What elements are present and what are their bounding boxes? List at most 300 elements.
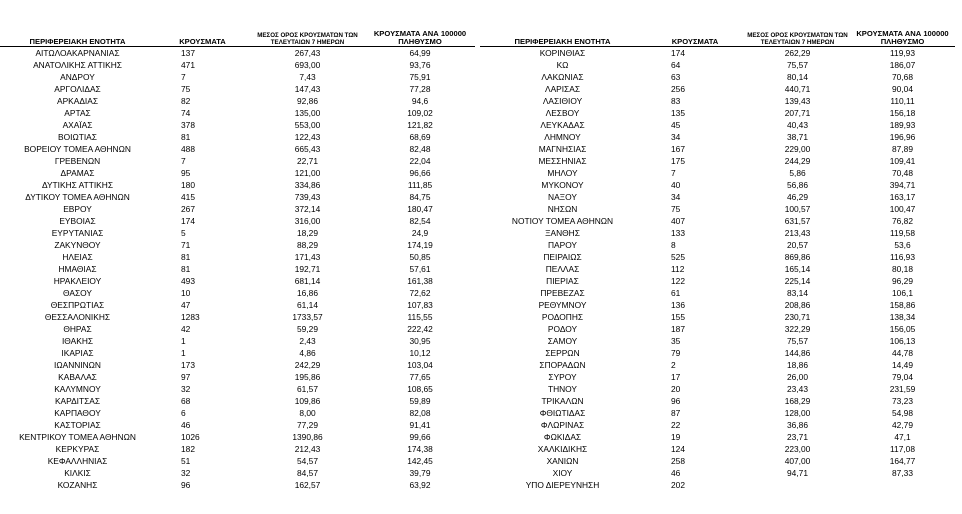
per100k-cell: 231,59 xyxy=(889,384,916,394)
per100k-cell: 109,02 xyxy=(407,108,433,118)
region-cell: ΡΟΔΟΠΗΣ xyxy=(541,312,584,322)
region-cell: ΧΑΛΚΙΔΙΚΗΣ xyxy=(537,444,588,454)
per100k-cell: 96,29 xyxy=(892,276,913,286)
cases-cell: 267 xyxy=(181,204,195,214)
region-cell: ΚΟΖΑΝΗΣ xyxy=(57,480,98,490)
avg7-cell: 94,71 xyxy=(787,468,808,478)
table-row xyxy=(0,215,475,227)
per100k-cell: 94,6 xyxy=(411,96,429,106)
cases-cell: 135 xyxy=(671,108,685,118)
table-row xyxy=(480,323,955,335)
header-cases: ΚΡΟΥΣΜΑΤΑ xyxy=(179,37,226,46)
cases-cell: 137 xyxy=(181,48,195,58)
region-cell: ΝΟΤΙΟΥ ΤΟΜΕΑ ΑΘΗΝΩΝ xyxy=(511,216,614,226)
table-row xyxy=(0,347,475,359)
avg7-cell: 316,00 xyxy=(294,216,321,226)
region-cell: ΠΕΙΡΑΙΩΣ xyxy=(543,252,582,262)
table-row xyxy=(480,275,955,287)
per100k-cell: 161,38 xyxy=(407,276,433,286)
region-cell: ΚΕΡΚΥΡΑΣ xyxy=(55,444,100,454)
table-row xyxy=(480,107,955,119)
avg7-cell: 165,14 xyxy=(784,264,811,274)
header-cases: ΚΡΟΥΣΜΑΤΑ xyxy=(671,37,719,46)
avg7-cell: 223,00 xyxy=(784,444,811,454)
cases-cell: 1 xyxy=(181,348,186,358)
per100k-cell: 163,17 xyxy=(889,192,916,202)
avg7-cell: 171,43 xyxy=(294,252,321,262)
avg7-cell: 207,71 xyxy=(784,108,811,118)
per100k-cell: 156,05 xyxy=(889,324,916,334)
region-cell: ΜΕΣΣΗΝΙΑΣ xyxy=(538,156,587,166)
avg7-cell: 147,43 xyxy=(294,84,321,94)
cases-cell: 74 xyxy=(181,108,191,118)
cases-cell: 96 xyxy=(671,396,681,406)
per100k-cell: 63,92 xyxy=(409,480,431,490)
region-cell: ΡΕΘΥΜΝΟΥ xyxy=(538,300,587,310)
region-cell: ΤΗΝΟΥ xyxy=(547,384,578,394)
per100k-cell: 76,82 xyxy=(892,216,913,226)
cases-cell: 258 xyxy=(671,456,685,466)
table-row xyxy=(0,131,475,143)
table-row xyxy=(480,215,955,227)
per100k-cell: 115,55 xyxy=(407,312,433,322)
region-cell: ΒΟΡΕΙΟΥ ΤΟΜΕΑ ΑΘΗΝΩΝ xyxy=(24,144,131,154)
avg7-cell: 168,29 xyxy=(784,396,811,406)
avg7-cell: 16,86 xyxy=(297,288,318,298)
avg7-cell: 230,71 xyxy=(784,312,811,322)
table-row xyxy=(480,227,955,239)
left-table-body xyxy=(0,47,475,492)
cases-cell: 525 xyxy=(671,252,685,262)
avg7-cell: 18,86 xyxy=(787,360,808,370)
per100k-cell: 110,11 xyxy=(890,96,915,106)
region-cell: ΛΑΚΩΝΙΑΣ xyxy=(541,72,584,82)
table-row xyxy=(0,395,475,407)
region-cell: ΑΡΚΑΔΙΑΣ xyxy=(56,96,99,106)
table-row xyxy=(480,419,955,431)
region-cell: ΓΡΕΒΕΝΩΝ xyxy=(54,156,101,166)
region-cell: ΗΜΑΘΙΑΣ xyxy=(58,264,97,274)
table-row xyxy=(0,431,475,443)
table-row xyxy=(0,179,475,191)
avg7-cell: 36,86 xyxy=(787,420,808,430)
region-cell: ΛΕΣΒΟΥ xyxy=(545,108,580,118)
table-row xyxy=(0,383,475,395)
per100k-cell: 158,86 xyxy=(889,300,916,310)
table-row xyxy=(480,179,955,191)
per100k-cell: 70,48 xyxy=(892,168,913,178)
avg7-cell: 195,86 xyxy=(294,372,321,382)
region-cell: ΛΕΥΚΑΔΑΣ xyxy=(540,120,585,130)
cases-cell: 415 xyxy=(181,192,195,202)
avg7-cell: 26,00 xyxy=(787,372,808,382)
cases-cell: 96 xyxy=(181,480,191,490)
cases-cell: 51 xyxy=(181,456,191,466)
cases-cell: 79 xyxy=(671,348,681,358)
per100k-cell: 111,85 xyxy=(407,180,433,190)
cases-cell: 173 xyxy=(181,360,195,370)
per100k-cell: 47,1 xyxy=(894,432,911,442)
cases-cell: 46 xyxy=(671,468,681,478)
avg7-cell: 262,29 xyxy=(784,48,811,58)
region-cell: ΚΩ xyxy=(556,60,569,70)
cases-cell: 112 xyxy=(671,264,685,274)
per100k-cell: 84,75 xyxy=(409,192,431,202)
cases-cell: 35 xyxy=(671,336,681,346)
table-row xyxy=(0,143,475,155)
cases-cell: 83 xyxy=(671,96,681,106)
region-cell: ΠΡΕΒΕΖΑΣ xyxy=(540,288,585,298)
table-row xyxy=(0,443,475,455)
cases-cell: 174 xyxy=(181,216,195,226)
region-cell: ΕΥΒΟΙΑΣ xyxy=(59,216,96,226)
cases-cell: 87 xyxy=(671,408,681,418)
per100k-cell: 189,93 xyxy=(889,120,916,130)
avg7-cell: 4,86 xyxy=(299,348,316,358)
per100k-cell: 99,66 xyxy=(409,432,431,442)
per100k-cell: 75,91 xyxy=(409,72,431,82)
avg7-cell: 109,86 xyxy=(294,396,321,406)
region-cell: ΠΙΕΡΙΑΣ xyxy=(546,276,579,286)
region-cell: ΜΥΚΟΝΟΥ xyxy=(541,180,584,190)
avg7-cell: 20,57 xyxy=(787,240,808,250)
avg7-cell: 8,00 xyxy=(299,408,316,418)
cases-cell: 81 xyxy=(181,264,191,274)
avg7-cell: 229,00 xyxy=(784,144,811,154)
avg7-cell: 40,43 xyxy=(787,120,808,130)
cases-cell: 378 xyxy=(181,120,195,130)
avg7-cell: 334,86 xyxy=(294,180,321,190)
avg7-cell: 92,86 xyxy=(297,96,318,106)
cases-cell: 34 xyxy=(671,132,681,142)
table-row xyxy=(480,95,955,107)
per100k-cell: 72,62 xyxy=(409,288,431,298)
per100k-cell: 119,93 xyxy=(890,48,915,58)
avg7-cell: 121,00 xyxy=(294,168,321,178)
right-table-body xyxy=(480,47,955,492)
per100k-cell: 119,58 xyxy=(890,228,915,238)
region-cell: ΙΘΑΚΗΣ xyxy=(61,336,94,346)
avg7-cell: 225,14 xyxy=(784,276,811,286)
table-row xyxy=(0,107,475,119)
avg7-cell: 1390,86 xyxy=(292,432,323,442)
region-cell: ΜΑΓΝΗΣΙΑΣ xyxy=(538,144,587,154)
table-row xyxy=(480,299,955,311)
avg7-cell: 244,29 xyxy=(784,156,811,166)
header-region: ΠΕΡΙΦΕΡΕΙΑΚΗ ΕΝΟΤΗΤΑ xyxy=(29,37,126,46)
header-per100k: ΚΡΟΥΣΜΑΤΑ ΑΝΑ 100000 ΠΛΗΘΥΣΜΟ xyxy=(373,29,467,46)
avg7-cell: 192,71 xyxy=(294,264,321,274)
cases-cell: 407 xyxy=(671,216,685,226)
per100k-cell: 64,99 xyxy=(409,48,431,58)
region-cell: ΕΥΡΥΤΑΝΙΑΣ xyxy=(51,228,104,238)
avg7-cell: 869,86 xyxy=(784,252,811,262)
avg7-cell: 38,71 xyxy=(787,132,808,142)
cases-cell: 40 xyxy=(671,180,681,190)
region-cell: ΗΡΑΚΛΕΙΟΥ xyxy=(53,276,102,286)
table-row xyxy=(0,467,475,479)
table-row xyxy=(0,419,475,431)
avg7-cell: 212,43 xyxy=(294,444,321,454)
table-row xyxy=(480,191,955,203)
table-row xyxy=(480,167,955,179)
cases-cell: 202 xyxy=(671,480,685,490)
cases-cell: 68 xyxy=(181,396,191,406)
table-row xyxy=(480,47,955,60)
region-cell: ΑΡΓΟΛΙΔΑΣ xyxy=(54,84,101,94)
table-row xyxy=(0,287,475,299)
table-row xyxy=(480,83,955,95)
per100k-cell xyxy=(850,479,955,491)
cases-cell: 155 xyxy=(671,312,685,322)
table-row xyxy=(480,395,955,407)
cases-cell: 75 xyxy=(671,204,681,214)
table-row xyxy=(480,359,955,371)
per100k-cell: 109,41 xyxy=(889,156,916,166)
cases-cell: 182 xyxy=(181,444,195,454)
region-cell: ΑΙΤΩΛΟΑΚΑΡΝΑΝΙΑΣ xyxy=(35,48,120,58)
per100k-cell: 106,13 xyxy=(889,336,916,346)
region-cell: ΚΑΡΔΙΤΣΑΣ xyxy=(54,396,101,406)
cases-cell: 32 xyxy=(181,468,191,478)
region-cell: ΔΡΑΜΑΣ xyxy=(60,168,95,178)
cases-cell: 75 xyxy=(181,84,191,94)
region-cell: ΦΛΩΡΙΝΑΣ xyxy=(540,420,585,430)
per100k-cell: 22,04 xyxy=(409,156,431,166)
avg7-cell: 739,43 xyxy=(294,192,321,202)
table-row xyxy=(0,263,475,275)
avg7-cell: 75,57 xyxy=(787,60,808,70)
region-cell: ΛΑΣΙΘΙΟΥ xyxy=(542,96,583,106)
avg7-cell: 59,29 xyxy=(297,324,318,334)
cases-cell: 95 xyxy=(181,168,191,178)
region-cell: ΚΕΦΑΛΛΗΝΙΑΣ xyxy=(47,456,108,466)
table-row xyxy=(480,467,955,479)
cases-cell: 167 xyxy=(671,144,685,154)
per100k-cell: 164,77 xyxy=(889,456,916,466)
per100k-cell: 142,45 xyxy=(407,456,433,466)
table-row xyxy=(0,167,475,179)
avg7-cell: 665,43 xyxy=(294,144,321,154)
avg7-cell: 681,14 xyxy=(294,276,321,286)
region-cell: ΥΠΟ ΔΙΕΡΕΥΝΗΣΗ xyxy=(525,480,600,490)
table-row xyxy=(0,335,475,347)
table-row xyxy=(0,155,475,167)
per100k-cell: 68,69 xyxy=(409,132,431,142)
per100k-cell: 82,54 xyxy=(409,216,431,226)
table-row xyxy=(480,431,955,443)
region-cell: ΦΩΚΙΔΑΣ xyxy=(543,432,582,442)
right-table xyxy=(480,6,955,491)
per100k-cell: 70,68 xyxy=(892,72,913,82)
region-cell: ΧΑΝΙΩΝ xyxy=(546,456,579,466)
per100k-cell: 108,65 xyxy=(407,384,433,394)
avg7-cell: 139,43 xyxy=(784,96,811,106)
avg7-cell: 77,29 xyxy=(297,420,318,430)
cases-cell: 187 xyxy=(671,324,685,334)
per100k-cell: 90,04 xyxy=(892,84,913,94)
avg7-cell: 372,14 xyxy=(294,204,321,214)
avg7-cell: 144,86 xyxy=(784,348,811,358)
per100k-cell: 117,08 xyxy=(890,444,915,454)
table-row xyxy=(480,407,955,419)
table-row xyxy=(0,299,475,311)
table-row xyxy=(0,203,475,215)
region-cell: ΚΙΛΚΙΣ xyxy=(64,468,91,478)
avg7-cell: 407,00 xyxy=(784,456,811,466)
per100k-cell: 180,47 xyxy=(407,204,433,214)
per100k-cell: 57,61 xyxy=(409,264,431,274)
region-cell: ΠΕΛΛΑΣ xyxy=(545,264,580,274)
table-row xyxy=(0,311,475,323)
cases-cell: 8 xyxy=(671,240,676,250)
region-cell: ΘΕΣΣΑΛΟΝΙΚΗΣ xyxy=(44,312,111,322)
cases-cell: 7 xyxy=(181,72,186,82)
table-row xyxy=(480,287,955,299)
region-cell: ΣΑΜΟΥ xyxy=(547,336,578,346)
table-row xyxy=(480,155,955,167)
per100k-cell: 106,1 xyxy=(892,288,913,298)
table-row xyxy=(0,95,475,107)
avg7-cell: 83,14 xyxy=(787,288,808,298)
cases-cell: 1026 xyxy=(181,432,200,442)
avg7-cell: 267,43 xyxy=(294,48,321,58)
region-cell: ΑΧΑΪΑΣ xyxy=(62,120,93,130)
per100k-cell: 174,19 xyxy=(407,240,433,250)
region-cell: ΙΩΑΝΝΙΝΩΝ xyxy=(54,360,101,370)
table-row xyxy=(0,479,475,491)
table-row xyxy=(480,371,955,383)
cases-cell: 20 xyxy=(671,384,681,394)
cases-cell: 64 xyxy=(671,60,681,70)
avg7-cell: 7,43 xyxy=(299,72,316,82)
cases-cell: 17 xyxy=(671,372,681,382)
avg7-cell: 54,57 xyxy=(297,456,318,466)
avg7-cell: 135,00 xyxy=(294,108,321,118)
table-row xyxy=(480,335,955,347)
cases-cell: 71 xyxy=(181,240,191,250)
per100k-cell: 116,93 xyxy=(890,252,915,262)
table-row xyxy=(0,407,475,419)
cases-cell: 32 xyxy=(181,384,191,394)
per100k-cell: 96,66 xyxy=(409,168,431,178)
table-row xyxy=(480,203,955,215)
avg7-cell: 88,29 xyxy=(297,240,318,250)
table-row xyxy=(0,371,475,383)
per100k-cell: 107,83 xyxy=(407,300,433,310)
region-cell: ΛΑΡΙΣΑΣ xyxy=(544,84,581,94)
right-header-row xyxy=(480,6,955,47)
per100k-cell: 121,82 xyxy=(407,120,433,130)
table-row xyxy=(0,227,475,239)
per100k-cell: 73,23 xyxy=(892,396,913,406)
region-cell: ΠΑΡΟΥ xyxy=(547,240,578,250)
table-row xyxy=(480,347,955,359)
region-cell: ΣΥΡΟΥ xyxy=(548,372,577,382)
cases-cell: 22 xyxy=(671,420,681,430)
avg7-cell: 128,00 xyxy=(784,408,811,418)
table-row xyxy=(480,251,955,263)
table-row xyxy=(480,479,955,491)
cases-cell: 81 xyxy=(181,252,191,262)
region-cell: ΔΥΤΙΚΗΣ ΑΤΤΙΚΗΣ xyxy=(41,180,113,190)
header-avg7: ΜΕΣΟΣ ΟΡΟΣ ΚΡΟΥΣΜΑΤΩΝ ΤΩΝ ΤΕΛΕΥΤΑΙΩΝ 7 ΗΜΕΡΩΝ xyxy=(747,32,848,46)
region-cell: ΞΑΝΘΗΣ xyxy=(545,228,580,238)
avg7-cell xyxy=(745,479,850,491)
avg7-cell: 162,57 xyxy=(294,480,321,490)
cases-cell: 2 xyxy=(671,360,676,370)
avg7-cell: 100,57 xyxy=(784,204,811,214)
avg7-cell: 242,29 xyxy=(294,360,321,370)
region-cell: ΖΑΚΥΝΘΟΥ xyxy=(54,240,101,250)
region-cell: ΝΗΣΩΝ xyxy=(547,204,578,214)
table-row xyxy=(480,311,955,323)
per100k-cell: 82,48 xyxy=(409,144,431,154)
table-row xyxy=(480,131,955,143)
table-row xyxy=(0,455,475,467)
avg7-cell: 2,43 xyxy=(299,336,316,346)
region-cell: ΗΛΕΙΑΣ xyxy=(62,252,93,262)
table-row xyxy=(480,59,955,71)
cases-cell: 136 xyxy=(671,300,685,310)
region-cell: ΡΟΔΟΥ xyxy=(547,324,578,334)
region-cell: ΚΑΡΠΑΘΟΥ xyxy=(54,408,101,418)
per100k-cell: 87,33 xyxy=(892,468,913,478)
per100k-cell: 77,65 xyxy=(409,372,431,382)
left-header-row xyxy=(0,6,475,47)
table-row xyxy=(480,443,955,455)
region-cell: ΧΙΟΥ xyxy=(552,468,573,478)
header-avg7: ΜΕΣΟΣ ΟΡΟΣ ΚΡΟΥΣΜΑΤΩΝ ΤΩΝ ΤΕΛΕΥΤΑΙΩΝ 7 ΗΜΕΡΩΝ xyxy=(257,32,358,46)
avg7-cell: 46,29 xyxy=(787,192,808,202)
avg7-cell: 693,00 xyxy=(294,60,321,70)
cases-cell: 61 xyxy=(671,288,681,298)
table-row xyxy=(480,119,955,131)
cases-cell: 6 xyxy=(181,408,186,418)
avg7-cell: 213,43 xyxy=(784,228,811,238)
cases-table-document xyxy=(0,6,962,512)
table-row xyxy=(0,59,475,71)
region-cell: ΜΗΛΟΥ xyxy=(547,168,578,178)
avg7-cell: 5,86 xyxy=(789,168,806,178)
per100k-cell: 77,28 xyxy=(409,84,431,94)
region-cell: ΚΑΣΤΟΡΙΑΣ xyxy=(54,420,101,430)
cases-cell: 122 xyxy=(671,276,685,286)
table-row xyxy=(0,83,475,95)
cases-cell: 493 xyxy=(181,276,195,286)
per100k-cell: 50,85 xyxy=(409,252,431,262)
per100k-cell: 79,04 xyxy=(892,372,913,382)
table-row xyxy=(0,47,475,60)
cases-cell: 124 xyxy=(671,444,685,454)
per100k-cell: 394,71 xyxy=(889,180,916,190)
avg7-cell: 75,57 xyxy=(787,336,808,346)
per100k-cell: 87,89 xyxy=(892,144,913,154)
table-row xyxy=(480,383,955,395)
region-cell: ΤΡΙΚΑΛΩΝ xyxy=(541,396,584,406)
per100k-cell: 59,89 xyxy=(409,396,431,406)
table-row xyxy=(0,275,475,287)
region-cell: ΕΒΡΟΥ xyxy=(63,204,92,214)
region-cell: ΘΑΣΟΥ xyxy=(63,288,92,298)
region-cell: ΛΗΜΝΟΥ xyxy=(544,132,581,142)
region-cell: ΘΗΡΑΣ xyxy=(63,324,92,334)
per100k-cell: 186,07 xyxy=(889,60,916,70)
table-row xyxy=(0,323,475,335)
cases-cell: 174 xyxy=(671,48,685,58)
region-cell: ΑΝΔΡΟΥ xyxy=(60,72,95,82)
avg7-cell: 61,14 xyxy=(297,300,318,310)
